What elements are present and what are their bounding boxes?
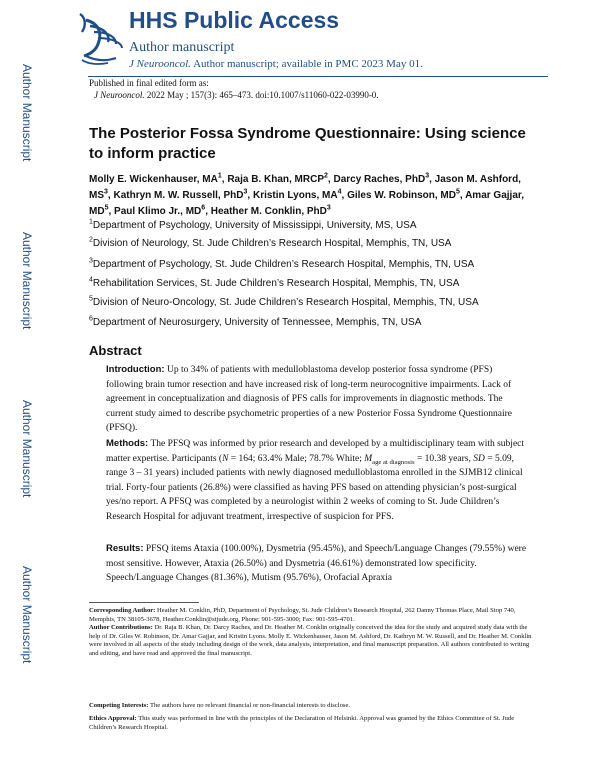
author-aff-mark: 1 <box>217 172 222 180</box>
affiliation-text: Division of Neurology, St. Jude Children’s Research Hospital, Memphis, TN, USA <box>92 238 452 249</box>
author-aff-mark: 3 <box>425 172 430 180</box>
ethics-label: Ethics Approval: <box>89 715 137 722</box>
competing-label: Competing Interests: <box>89 702 149 709</box>
methods-text: = 5.09, range 3 – 31 years) included patients with newly diagnosed medulloblastoma enrolled in the SJMB12 clinical trial. Forty-four patients (26.8%) were classified as having PFS based on attending physician’s post-surgical yes/no report. A PFSQ was completed by a neurologist within 2 weeks of coming to St. Jude Children’s Research Hospital for adjuvant treatment, irrespective of suspicion for PFS. <box>106 453 523 522</box>
author-name: Raja B. Khan, MRCP <box>227 174 324 185</box>
sidebar-author-manuscript-3: Author Manuscript <box>20 400 34 498</box>
affiliation-text: Department of Psychology, St. Jude Children’s Research Hospital, Memphis, TN, USA <box>92 259 475 270</box>
header-rule <box>88 76 548 77</box>
affiliation-number: 2 <box>89 236 93 244</box>
published-citation <box>94 90 379 100</box>
methods-n-var: N <box>222 453 229 464</box>
author-list: Molly E. Wickenhauser, $MA^1$, Raja B. Khan, MRCP$^2$, Darcy Raches, PhD$^3$, Jason M. Ashford, $MS^3$, Kathryn M. W. Russell, PhD$^3$, Kristin Lyons, $MA^4$, Giles W. Robinson, $MD^5$, Amar Gajjar, $MD^5$, Paul Klimo Jr., $MD^6$, Heather M. Conklin, PhD$^3$ <box>89 172 524 217</box>
affiliation <box>89 220 417 231</box>
contributions-label: Author Contributions: <box>89 624 153 631</box>
affiliation <box>89 297 479 308</box>
author-aff-mark: 6 <box>201 204 206 212</box>
footnote-ethics <box>89 715 534 732</box>
author-name: Amar Gajjar, MD <box>89 190 524 217</box>
author-name: Paul Klimo Jr., MD <box>114 206 202 217</box>
affiliation <box>89 317 421 328</box>
sidebar-author-manuscript-1: Author Manuscript <box>20 64 34 162</box>
affiliation <box>89 238 451 249</box>
ethics-text: This study was performed in line with the principles of the Declaration of Helsinki. Approval was granted by the Ethics Committee of St. Jude Children’s Research Hospital. <box>89 715 515 731</box>
author-aff-mark: 3 <box>243 188 248 196</box>
author-name: Kathryn M. W. Russell, PhD <box>113 190 244 201</box>
corresponding-label: Corresponding Author: <box>89 607 156 614</box>
affiliation-number: 5 <box>89 295 93 303</box>
affiliation <box>89 259 474 270</box>
results-label: Results: <box>106 543 144 554</box>
introduction-label: Introduction: <box>106 364 165 375</box>
methods-text: = 164; 63.4% Male; 78.7% White; <box>228 453 365 464</box>
hhs-eagle-logo-icon <box>72 10 128 66</box>
methods-m-var: M <box>364 453 373 464</box>
abstract-heading: Abstract <box>89 343 142 358</box>
sidebar-author-manuscript-4: Author Manuscript <box>20 566 34 664</box>
author-aff-mark: 2 <box>324 172 328 180</box>
published-citation-text: 2022 May ; 157(3): 465–473. doi:10.1007/s11060-022-03990-0. <box>146 90 379 100</box>
author-aff-mark: 5 <box>104 204 109 212</box>
author-aff-mark: 3 <box>326 204 331 212</box>
methods-text: The PFSQ was informed by prior research and developed by a multidisciplinary team with subject matter expertise. Participants ( <box>106 439 525 464</box>
affiliation-text: Department of Psychology, University of Mississippi, University, MS, USA <box>92 220 417 231</box>
header-journal: J Neurooncol. <box>129 58 191 70</box>
author-name: Kristin Lyons, MA <box>252 190 338 201</box>
affiliation-text: Division of Neuro-Oncology, St. Jude Children’s Research Hospital, Memphis, TN, USA <box>92 297 479 308</box>
affiliation-text: Department of Neurosurgery, University of Tennessee, Memphis, TN, USA <box>92 317 422 328</box>
methods-sd-var: SD <box>473 453 485 464</box>
hhs-public-access-title: HHS Public Access <box>129 7 340 33</box>
footnote-competing <box>89 702 534 711</box>
abstract-results <box>106 542 531 586</box>
affiliation-number: 3 <box>89 257 93 265</box>
author-name: Jason M. Ashford, MS <box>89 174 521 201</box>
header-availability: Author manuscript; available in PMC 2023 May 01. <box>193 58 423 70</box>
contributions-text: Dr. Raja B. Khan, Dr. Darcy Raches, and Dr. Heather M. Conklin originally conceived the idea for the study and acquired study data with the help of Dr. Giles W. Robinson, Dr. Amar Gajjar, and Kristin Lyons. Molly E. Wickenhauser, Jason M. Ashford, Dr. Kathryn M. W. Russell, and Dr. Heather M. Conklin were involved in all aspects of the study including design of the work, data analysis, interpretation, and final manuscript preparation. All authors contributed to writing and editing, and have read and approved the final manuscript. <box>89 624 532 657</box>
published-journal: J Neurooncol. <box>94 90 145 100</box>
published-label: Published in final edited form as: <box>89 78 209 88</box>
affiliation-number: 1 <box>89 218 93 226</box>
abstract-introduction <box>106 363 531 436</box>
header-citation <box>129 58 423 70</box>
author-name: Giles W. Robinson, MD <box>347 190 456 201</box>
author-name: Heather M. Conklin, PhD <box>210 206 327 217</box>
results-text: PFSQ items Ataxia (100.00%), Dysmetria (95.45%), and Speech/Language Changes (79.55%) were most sensitive. However, Ataxia (26.50%) and Dysmetria (46.61%) demonstrated low specificity. Speech/Language Changes (81.36%), Mutism (95.76%), Orofacial Apraxia <box>106 544 527 584</box>
methods-label: Methods: <box>106 438 149 449</box>
author-name: Darcy Raches, PhD <box>333 174 426 185</box>
methods-text: = 10.38 years, <box>414 453 474 464</box>
author-aff-mark: 3 <box>104 188 108 196</box>
author-name: Molly E. Wickenhauser, MA <box>89 174 218 185</box>
affiliation <box>89 278 459 289</box>
footnote-rule <box>89 602 199 603</box>
author-aff-mark: 4 <box>337 188 342 196</box>
footnote-corresponding <box>89 607 534 658</box>
corresponding-text: Heather M. Conklin, PhD, Department of Psychology, St. Jude Children’s Research Hospital, 262 Danny Thomas Place, Mail Stop 740, Memphis, TN 38105-3678, Heather.Conklin@stjude.org, Phone: 901-595-3000; Fax: 901-595-4701. <box>89 607 516 623</box>
affiliation-text: Rehabilitation Services, St. Jude Children’s Research Hospital, Memphis, TN, USA <box>92 278 460 289</box>
introduction-text: Up to 34% of patients with medulloblastoma develop posterior fossa syndrome (PFS) following brain tumor resection and have increased risk of long-term neurocognitive impairments. Lack of agreement in conceptualization and diagnosis of PFS calls for improvements in diagnostic methods. The current study aimed to describe psychometric properties of a new Posterior Fossa Syndrome Questionnaire (PFSQ). <box>106 365 513 434</box>
affiliation-number: 6 <box>89 315 93 323</box>
author-aff-mark: 5 <box>455 188 460 196</box>
methods-m-sub: age at diagnosis <box>372 458 415 466</box>
abstract-methods <box>106 437 531 525</box>
author-manuscript-subtitle: Author manuscript <box>129 40 235 55</box>
competing-text: The authors have no relevant financial or non-financial interests to disclose. <box>149 702 351 709</box>
sidebar-author-manuscript-2: Author Manuscript <box>20 232 34 330</box>
affiliation-number: 4 <box>89 276 93 284</box>
article-title: The Posterior Fossa Syndrome Questionnaire: Using science to inform practice <box>89 125 526 162</box>
